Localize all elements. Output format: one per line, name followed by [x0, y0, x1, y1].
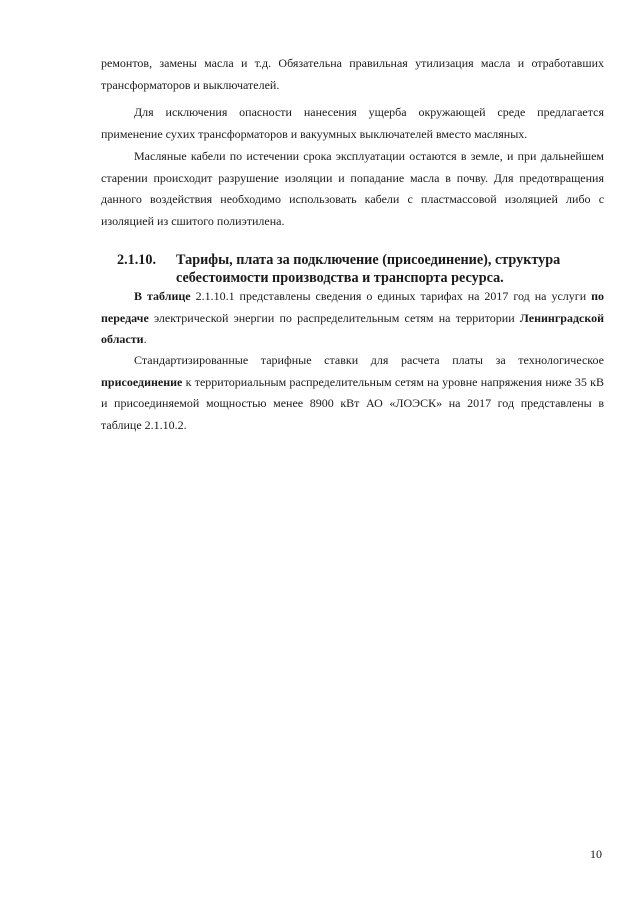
- text-run: .: [143, 332, 147, 347]
- paragraph-oil-disposal: [101, 53, 604, 96]
- text-line: применение сухих трансформаторов и вакуумных выключателей вместо масляных.: [101, 126, 528, 141]
- text-run: ской энергии по распределительным сетям на территории: [205, 310, 515, 325]
- paragraph-oil-cables: [101, 146, 604, 233]
- paragraph-standardized-rates: [101, 350, 604, 437]
- paragraph-tariffs: [101, 286, 604, 351]
- paragraph-dry-transformers: [101, 102, 604, 145]
- text-bold: В таблице: [134, 289, 191, 303]
- text-line: ремонтов, замены масла и т.д. Обязательна правильная утилизация масла и отработавших: [101, 56, 604, 70]
- text-line: Масляные кабели по истечении срока эксплуатации остаются в земле, и при: [134, 149, 537, 163]
- section-title-line1: Тарифы, плата за подключение (присоединение), структура: [176, 252, 561, 268]
- text-line: представлены в таблице 2.1.10.2.: [101, 396, 605, 433]
- text-bold: по передаче: [101, 289, 605, 325]
- section-title-line2: себестоимости производства и транспорта ресурса.: [176, 270, 504, 286]
- section-number: 2.1.10.: [117, 252, 157, 268]
- text-line: Стандартизированные тарифные ставки для расчета платы за технологическое: [134, 353, 604, 367]
- text-run: электриче: [148, 310, 206, 325]
- text-line: трансформаторов и выключателей.: [101, 77, 280, 92]
- text-run: к территориальным распределительным сетям на уровне напряжения ниже: [182, 374, 572, 389]
- page-number: 10: [590, 847, 602, 861]
- text-line: изоляцией либо с изоляцией из сшитого полиэтилена.: [101, 192, 605, 229]
- text-run: 2.1.10.1 представлены сведения о единых тарифах на 2017 год на услуги: [190, 289, 587, 303]
- text-bold: присоединение: [101, 374, 183, 389]
- text-line: 35 кВ и присоединяемой мощностью менее 8900 кВт АО «ЛОЭСК» на 2017 год: [101, 374, 605, 411]
- text-line: предотвращения данного воздействия необходимо использовать кабели с пластмассовой: [101, 170, 604, 207]
- text-bold: Ленинградской области: [101, 310, 605, 347]
- section-heading: [117, 251, 607, 287]
- text-line: Для исключения опасности нанесения ущерба окружающей среде предлагается: [134, 105, 604, 119]
- text-line: дальнейшем старении происходит разрушение изоляции и попадание масла в почву. Для: [101, 149, 605, 185]
